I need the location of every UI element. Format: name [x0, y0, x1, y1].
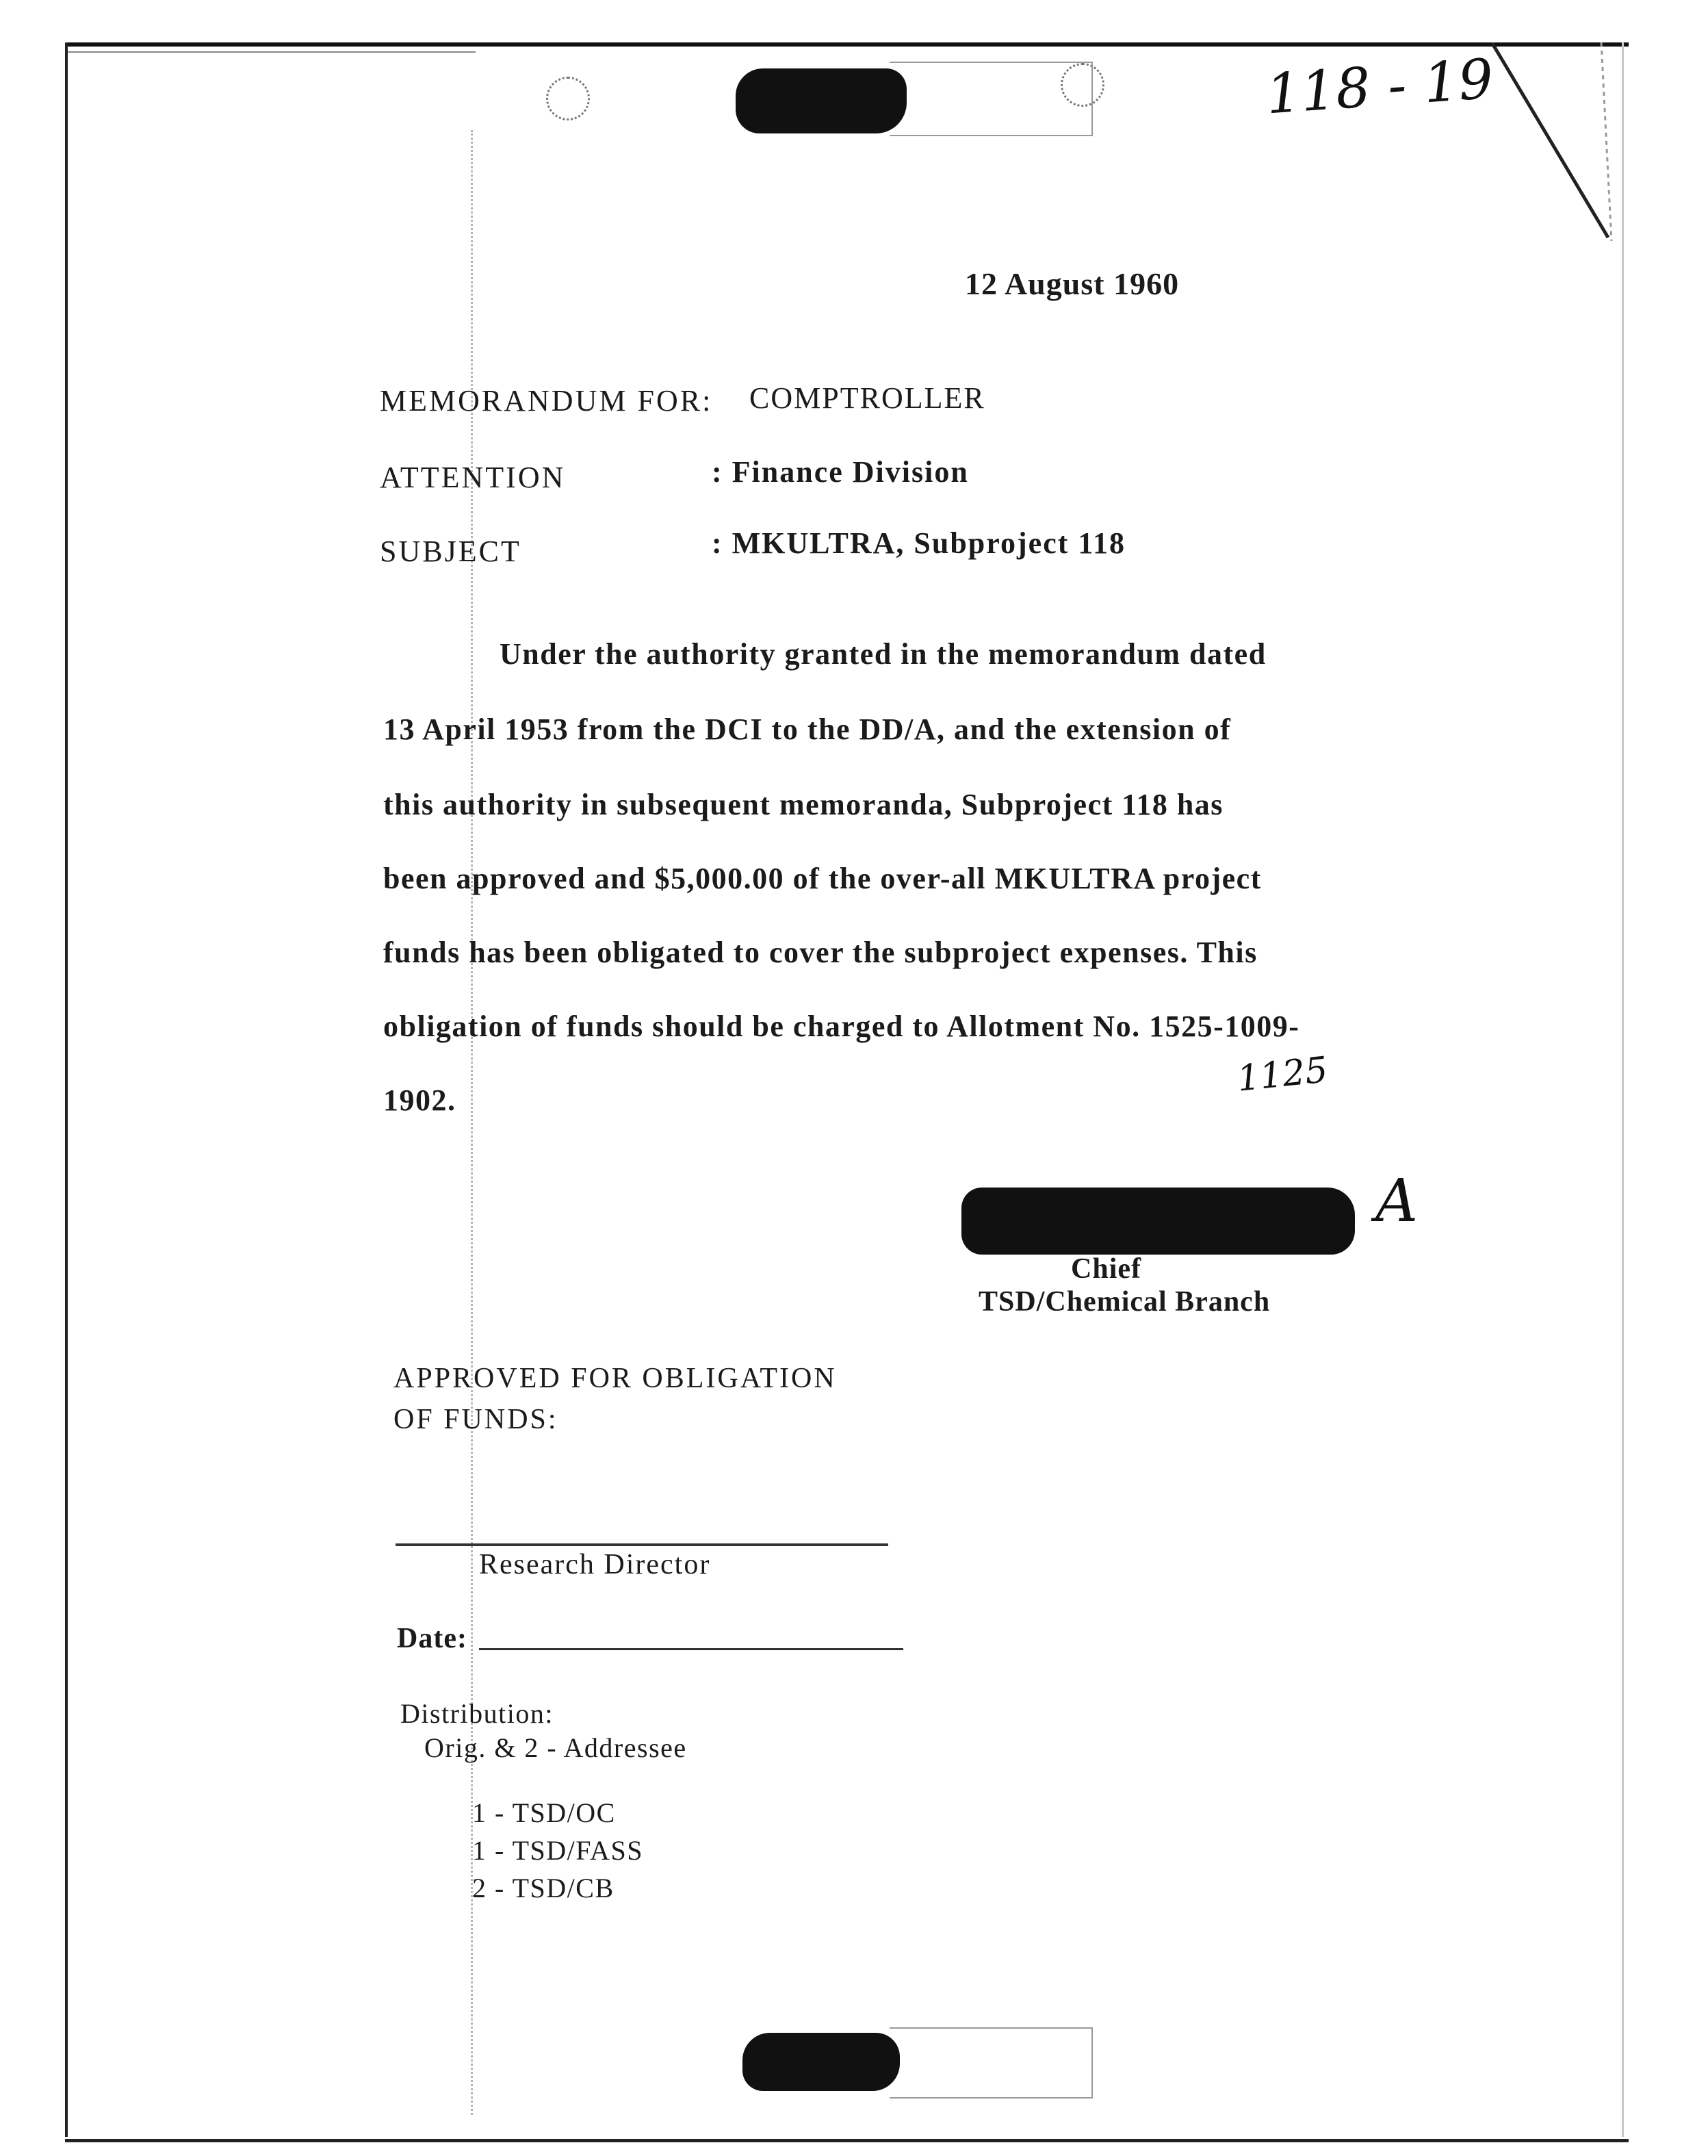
punch-hole-icon [546, 77, 590, 120]
distribution-item: 2 - TSD/CB [472, 1873, 614, 1903]
scan-border-bottom [65, 2139, 1629, 2142]
handwritten-initial: A [1375, 1167, 1419, 1235]
body-line: 1902. [383, 1083, 456, 1117]
approval-heading: APPROVED FOR OBLIGATION [393, 1363, 837, 1394]
distribution-item: 1 - TSD/FASS [472, 1835, 643, 1866]
signature-line [396, 1543, 888, 1546]
body-line: funds has been obligated to cover the subproject expenses. This [383, 936, 1258, 969]
attention-label: ATTENTION [380, 461, 566, 494]
redacted-signature [961, 1188, 1355, 1255]
redaction-block [736, 68, 907, 133]
classification-stamp-box [890, 62, 1093, 136]
attention-value: : Finance Division [712, 455, 969, 489]
date-line [479, 1648, 903, 1650]
approval-heading-cont: OF FUNDS: [393, 1404, 558, 1435]
body-line: been approved and $5,000.00 of the over-all MKULTRA project [383, 862, 1262, 895]
subject-label: SUBJECT [380, 535, 521, 568]
distribution-label: Distribution: [400, 1698, 554, 1729]
signature-branch: TSD/Chemical Branch [979, 1286, 1271, 1318]
subject-value: : MKULTRA, Subproject 118 [712, 526, 1126, 560]
body-line: Under the authority granted in the memorandum dated [500, 637, 1267, 671]
scan-border-right [1622, 42, 1624, 2137]
handwritten-file-number: 118 - 19 [1264, 47, 1496, 127]
handwritten-allotment-correction: 1125 [1235, 1049, 1330, 1100]
body-line: this authority in subsequent memoranda, Subproject 118 has [383, 788, 1224, 821]
scan-border-faint [65, 51, 476, 53]
redaction-block [742, 2033, 900, 2091]
scan-border-top [65, 42, 1629, 47]
scan-border-left [65, 42, 68, 2137]
distribution-item: 1 - TSD/OC [472, 1797, 616, 1828]
distribution-item: Orig. & 2 - Addressee [424, 1732, 687, 1763]
page-corner-fold [1492, 42, 1629, 248]
memo-date: 12 August 1960 [965, 266, 1180, 301]
body-line: 13 April 1953 from the DCI to the DD/A, and the extension of [383, 713, 1232, 746]
memorandum-for-value: COMPTROLLER [749, 381, 985, 415]
research-director-label: Research Director [479, 1549, 711, 1580]
signature-title: Chief [1071, 1253, 1141, 1285]
date-label: Date: [397, 1623, 467, 1654]
memorandum-for-label: MEMORANDUM FOR: [380, 384, 713, 418]
body-line: obligation of funds should be charged to Allotment No. 1525-1009- [383, 1010, 1300, 1043]
classification-stamp-box [890, 2027, 1093, 2099]
